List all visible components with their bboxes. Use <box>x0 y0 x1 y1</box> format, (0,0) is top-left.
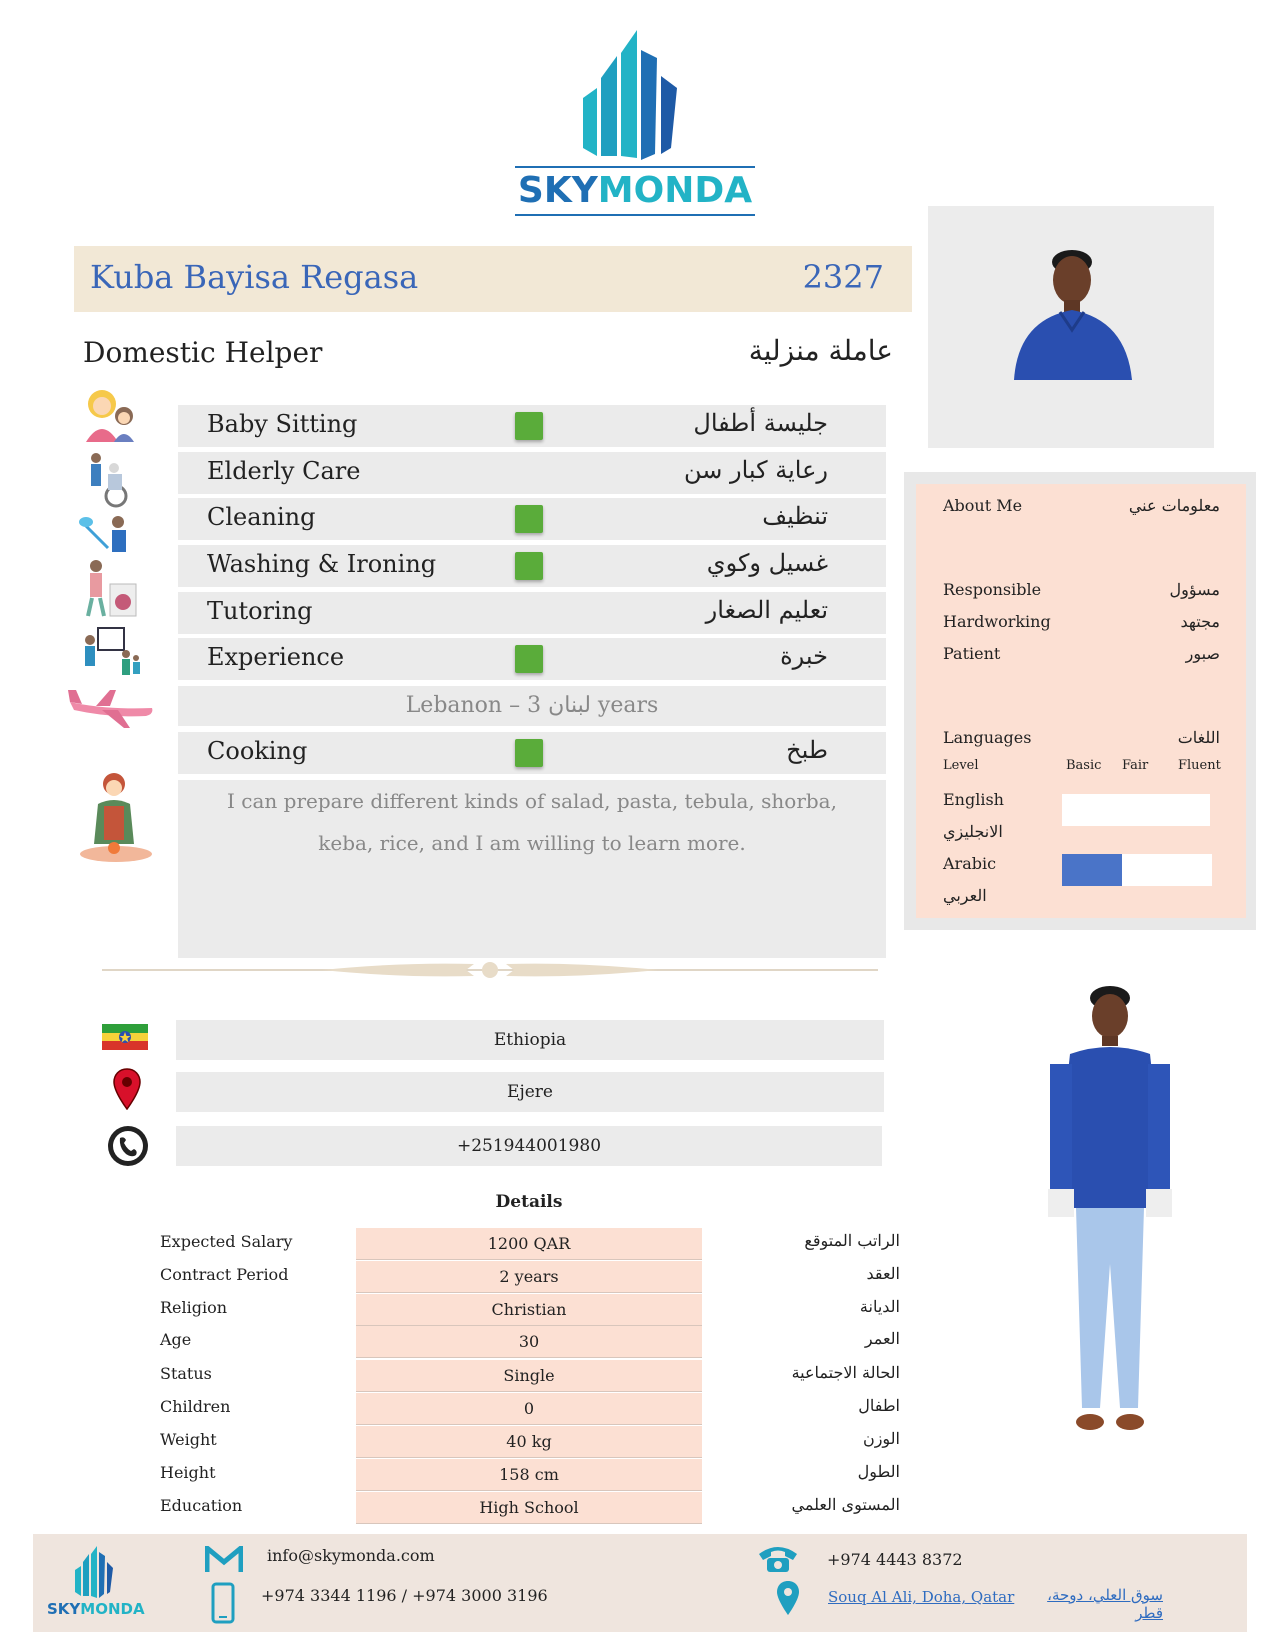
skill-label-en: Experience <box>207 643 345 671</box>
check-icon <box>515 505 543 533</box>
details-row-religion <box>160 1294 900 1325</box>
footer-wordmark: SKYMONDA <box>47 1600 145 1618</box>
babysitting-icon <box>78 386 158 444</box>
details-label: Religion <box>160 1298 228 1317</box>
mobile-icon <box>211 1582 235 1624</box>
phone-field: +251944001980 <box>176 1126 882 1166</box>
languages-title-en: Languages <box>943 728 1032 747</box>
ornamental-divider <box>102 960 878 980</box>
about-title-en: About Me <box>943 496 1023 515</box>
phone-icon <box>106 1124 150 1168</box>
city-field: Ejere <box>176 1072 884 1112</box>
full-body-photo <box>1030 984 1190 1454</box>
footer <box>33 1534 1247 1632</box>
country-field: Ethiopia <box>176 1020 884 1060</box>
about-panel <box>916 484 1246 918</box>
logo-word-sky: SKY <box>517 170 598 211</box>
details-label-ar: المستوى العلمي <box>791 1495 900 1514</box>
check-icon <box>515 552 543 580</box>
details-value: 0 <box>356 1393 702 1425</box>
skill-row-experience <box>178 638 886 680</box>
arabic-level-fill <box>1062 854 1122 886</box>
details-label: Contract Period <box>160 1265 289 1284</box>
skill-row-washing-ironing <box>178 545 886 587</box>
details-row-children <box>160 1393 900 1424</box>
role-arabic: عاملة منزلية <box>748 334 893 367</box>
skill-label-ar: غسيل وكوي <box>706 549 828 577</box>
skill-label-en: Cooking <box>207 737 308 765</box>
language-ar: الانجليزي <box>943 822 1003 841</box>
washing-icon <box>78 558 158 618</box>
details-row-age <box>160 1326 900 1357</box>
details-value: 2 years <box>356 1261 702 1293</box>
details-value: 30 <box>356 1326 702 1358</box>
trait-ar: صبور <box>1185 644 1220 663</box>
footer-logo <box>47 1546 143 1626</box>
details-row-height <box>160 1459 900 1490</box>
level-basic: Basic <box>1066 758 1102 773</box>
details-row-contract-period <box>160 1261 900 1292</box>
skyline-logo-icon <box>515 28 755 168</box>
trait-ar: مجتهد <box>1180 612 1220 631</box>
trait-en: Responsible <box>943 580 1042 599</box>
details-title: Details <box>495 1192 563 1212</box>
about-title-ar: معلومات عني <box>1128 496 1220 515</box>
experience-detail: Lebanon – لبنان 3 years <box>178 686 886 726</box>
details-label: Status <box>160 1364 212 1383</box>
skill-label-ar: جليسة أطفال <box>693 409 828 437</box>
details-value: High School <box>356 1492 702 1524</box>
skill-label-ar: رعاية كبار سن <box>684 456 828 484</box>
details-label-ar: العمر <box>864 1329 900 1348</box>
footer-email[interactable]: info@skymonda.com <box>267 1546 435 1565</box>
skill-label-en: Elderly Care <box>207 457 361 485</box>
details-value: Single <box>356 1360 702 1392</box>
ethiopia-flag-icon <box>102 1024 148 1050</box>
details-label-ar: الوزن <box>862 1429 900 1448</box>
details-row-expected-salary <box>160 1228 900 1259</box>
trait-en: Hardworking <box>943 612 1051 631</box>
level-fluent: Fluent <box>1178 758 1221 773</box>
details-label-ar: الديانة <box>859 1297 900 1316</box>
check-icon <box>515 645 543 673</box>
details-value: 40 kg <box>356 1426 702 1458</box>
elderly-care-icon <box>78 452 158 508</box>
cooking-description-text: I can prepare different kinds of salad, pasta, tebula, shorba, keba, rice, and I am willing to learn more. <box>227 789 837 855</box>
skill-row-baby-sitting <box>178 405 886 447</box>
skill-label-ar: تنظيف <box>762 502 828 530</box>
skill-label-en: Tutoring <box>207 597 313 625</box>
skill-label-ar: خبرة <box>780 642 828 670</box>
details-label-ar: الحالة الاجتماعية <box>791 1363 900 1382</box>
skill-row-elderly-care <box>178 452 886 494</box>
check-icon <box>515 739 543 767</box>
details-label-ar: العقد <box>866 1264 900 1283</box>
skill-label-en: Cleaning <box>207 503 316 531</box>
details-label: Height <box>160 1463 216 1482</box>
skill-label-ar: تعليم الصغار <box>705 596 828 624</box>
level-fair: Fair <box>1122 758 1149 773</box>
logo-wordmark <box>515 166 755 216</box>
check-icon <box>515 412 543 440</box>
cooking-description <box>178 780 886 958</box>
footer-mobiles: +974 3344 1196 / +974 3000 3196 <box>261 1586 548 1605</box>
skill-label-en: Baby Sitting <box>207 410 358 438</box>
logo-word-monda: MONDA <box>597 170 753 211</box>
candidate-name: Kuba Bayisa Regasa <box>90 258 419 296</box>
tutoring-icon <box>78 624 158 680</box>
details-label: Expected Salary <box>160 1232 293 1251</box>
details-label: Age <box>160 1330 192 1349</box>
details-value: 1200 QAR <box>356 1228 702 1260</box>
location-pin-icon <box>112 1068 142 1110</box>
mail-icon <box>205 1546 243 1574</box>
english-level-bar <box>1062 794 1210 826</box>
skill-row-tutoring <box>178 592 886 634</box>
languages-title-ar: اللغات <box>1177 728 1220 747</box>
details-label-ar: الراتب المتوقع <box>804 1231 900 1250</box>
cleaning-icon <box>78 512 158 558</box>
details-label: Weight <box>160 1430 217 1449</box>
telephone-icon <box>757 1544 799 1574</box>
details-row-weight <box>160 1426 900 1457</box>
candidate-id: 2327 <box>802 258 884 296</box>
name-bar <box>74 246 912 312</box>
trait-ar: مسؤول <box>1169 580 1220 599</box>
footer-address-ar[interactable]: سوق العلي، دوحة، قطر <box>1047 1586 1163 1622</box>
skill-label-ar: طبخ <box>786 736 828 764</box>
trait-en: Patient <box>943 644 1001 663</box>
details-label-ar: اطفال <box>858 1396 900 1415</box>
airplane-icon <box>66 684 156 732</box>
arabic-level-bar <box>1062 854 1212 886</box>
language-en: Arabic <box>943 854 997 873</box>
portrait-photo <box>928 206 1214 448</box>
skill-label-en: Washing & Ironing <box>207 550 437 578</box>
skill-row-cooking <box>178 732 886 774</box>
details-row-status <box>160 1360 900 1391</box>
details-label: Education <box>160 1496 243 1515</box>
details-row-education <box>160 1492 900 1523</box>
role-english: Domestic Helper <box>83 336 323 369</box>
logo <box>515 28 755 218</box>
footer-address-en[interactable]: Souq Al Ali, Doha, Qatar <box>828 1588 1015 1606</box>
details-label-ar: الطول <box>857 1462 900 1481</box>
footer-landline: +974 4443 8372 <box>827 1550 963 1569</box>
language-en: English <box>943 790 1004 809</box>
details-value: 158 cm <box>356 1459 702 1491</box>
level-label: Level <box>943 758 979 773</box>
cooking-icon <box>78 770 158 862</box>
skill-row-cleaning <box>178 498 886 540</box>
footer-skyline-icon <box>47 1546 143 1598</box>
details-label: Children <box>160 1397 231 1416</box>
map-pin-icon <box>775 1580 801 1616</box>
details-value: Christian <box>356 1294 702 1326</box>
language-ar: العربي <box>943 886 987 905</box>
